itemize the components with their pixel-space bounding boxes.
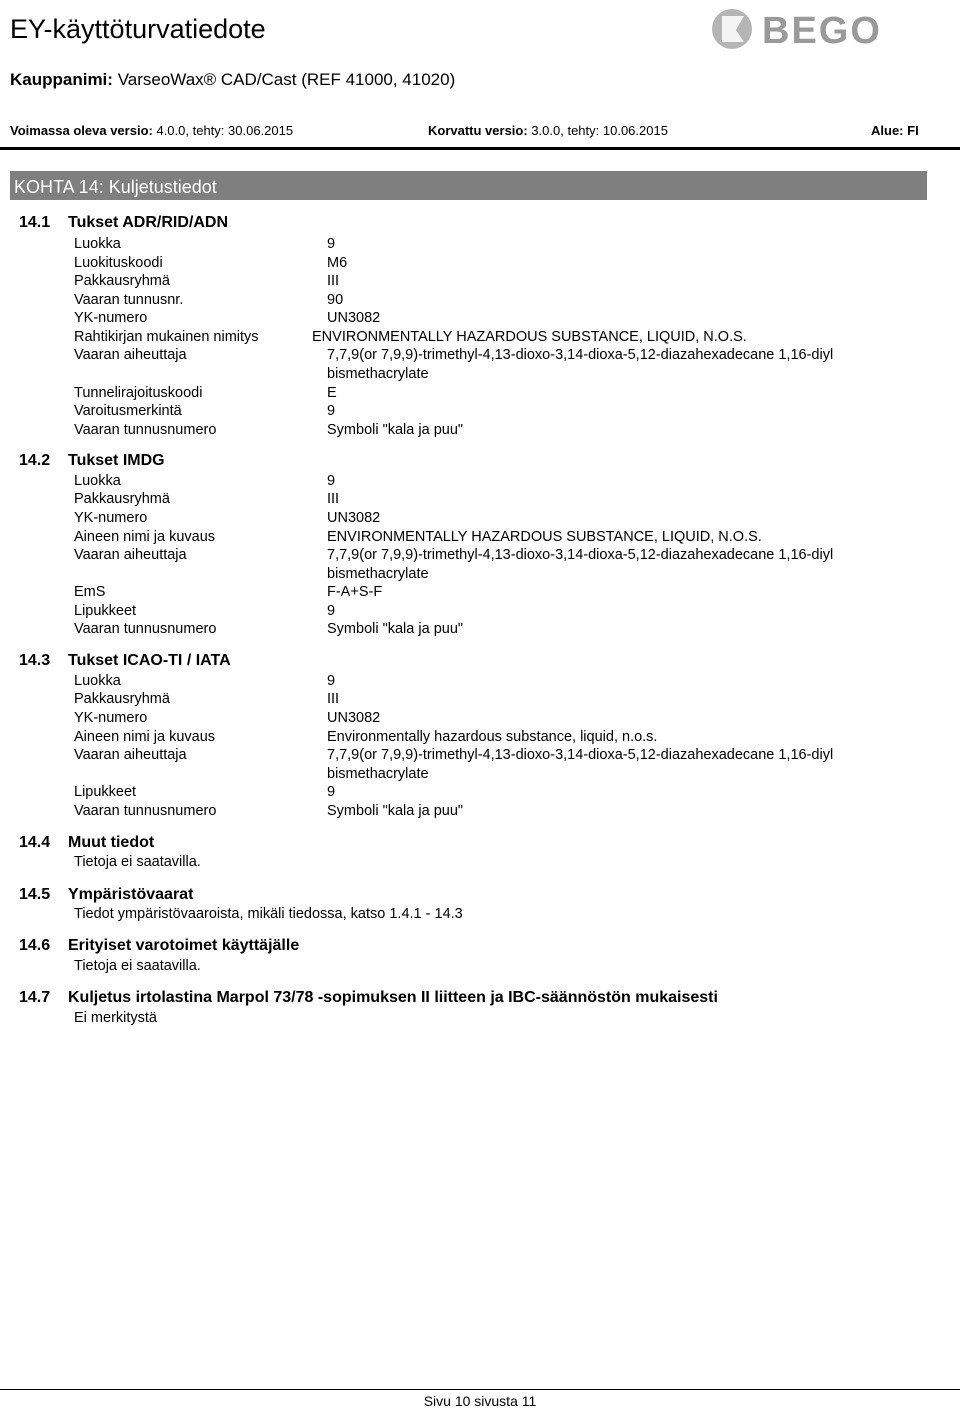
trade-name [10, 70, 455, 90]
bego-logo [710, 6, 920, 52]
trade-value: VarseoWax® CAD/Cast (REF 41000, 41020) [117, 70, 456, 89]
trade-label: Kauppanimi: [10, 70, 113, 89]
valid-version: Voimassa oleva versio: 4.0.0, tehty: 30.06.2015 [10, 123, 294, 138]
area: Alue: FI [871, 123, 919, 138]
section-header-bar [10, 171, 927, 200]
page-number: Sivu 10 sivusta 11 [423, 1393, 537, 1409]
logo-text: BEGO [762, 10, 882, 52]
replaced-version: Korvattu versio: 3.0.0, tehty: 10.06.2015 [428, 123, 668, 138]
document-title: EY-käyttöturvatiedote [10, 14, 266, 44]
footer-divider [0, 1389, 960, 1390]
section-title: KOHTA 14: Kuljetustiedot [14, 177, 217, 197]
header-divider [0, 147, 960, 150]
